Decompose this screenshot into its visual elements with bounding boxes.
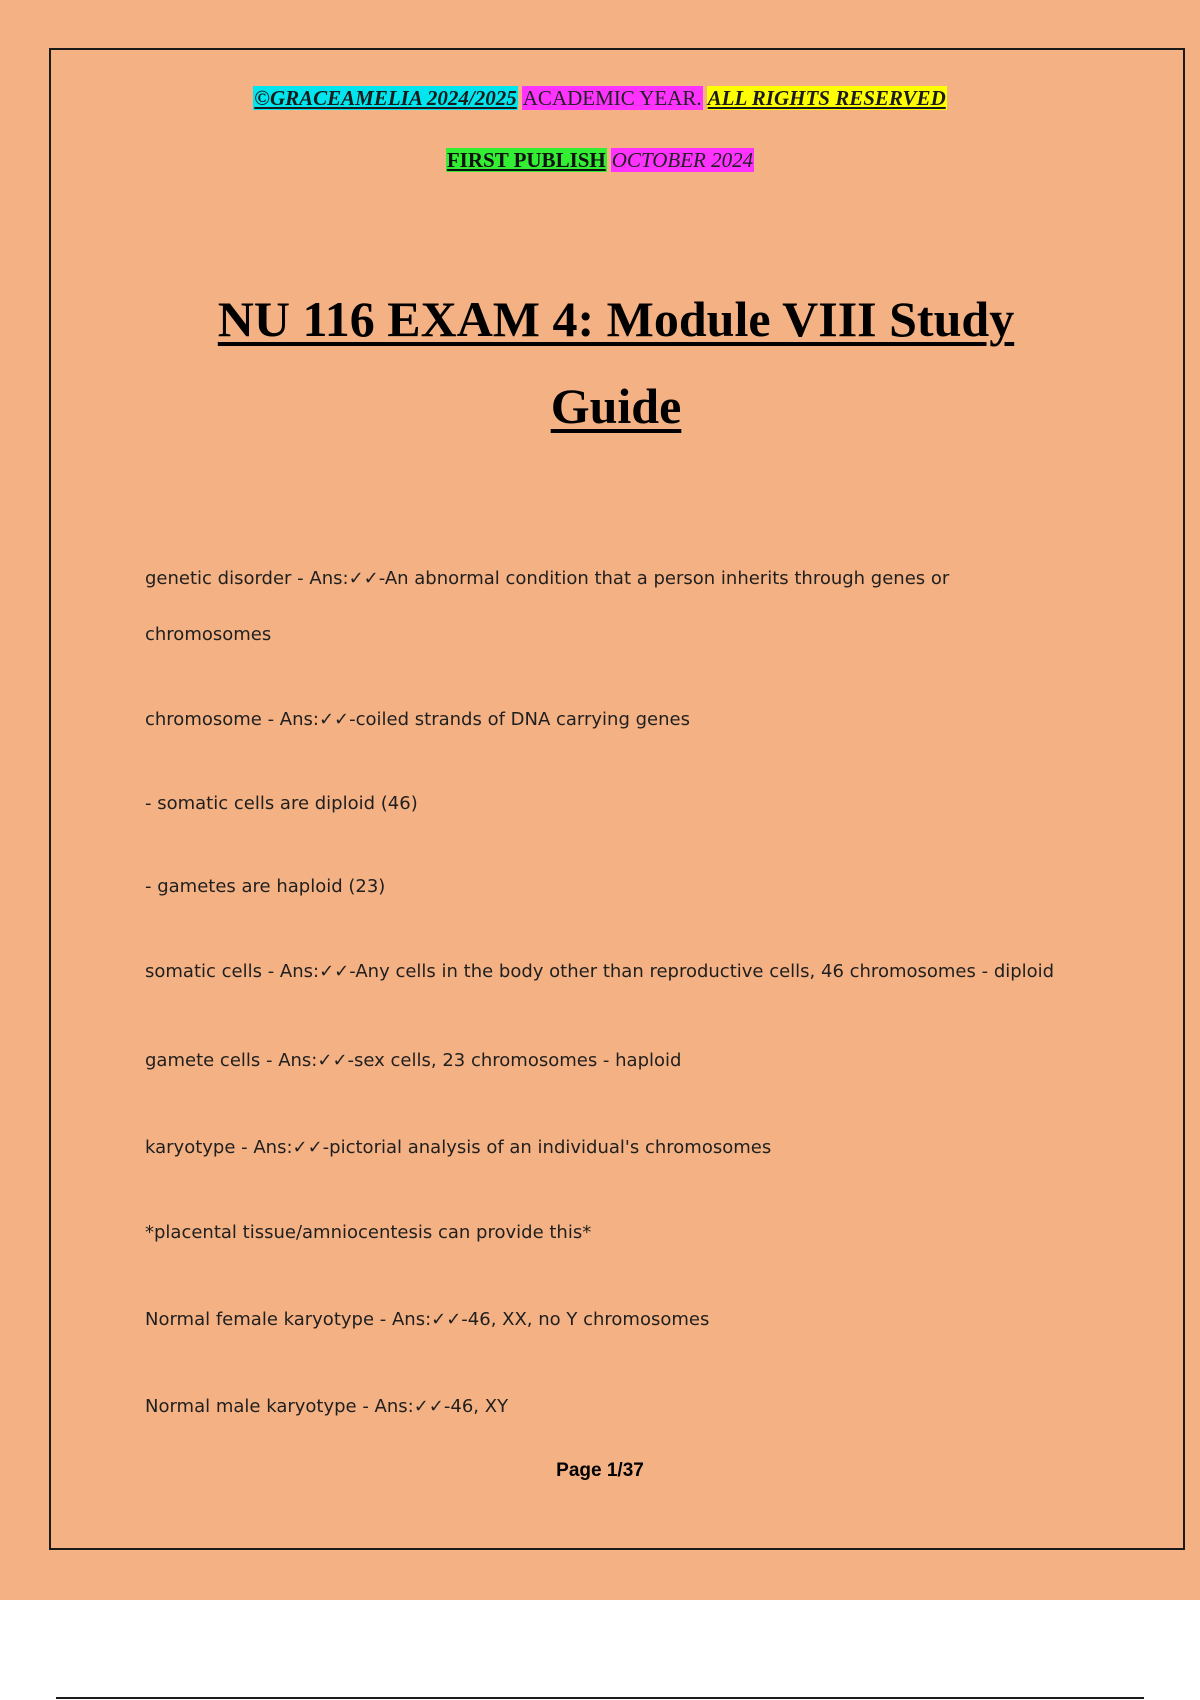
entry-normal-male-karyotype: Normal male karyotype - Ans:✓✓-46, XY [145,1396,509,1417]
entry-somatic-diploid: - somatic cells are diploid (46) [145,793,418,814]
entry-gamete-cells: gamete cells - Ans:✓✓-sex cells, 23 chromosomes - haploid [145,1050,682,1071]
copyright-text: ©GRACEAMELIA 2024/2025 [254,86,517,110]
entry-placental-tissue: *placental tissue/amniocentesis can provide this* [145,1222,592,1243]
academic-year-text: ACADEMIC YEAR. [522,86,702,110]
entry-somatic-cells: somatic cells - Ans:✓✓-Any cells in the body other than reproductive cells, 46 chromosomes - diploid [145,961,1055,982]
entry-gametes-haploid: - gametes are haploid (23) [145,876,386,897]
publish-date-text: OCTOBER 2024 [611,148,754,172]
entry-normal-female-karyotype: Normal female karyotype - Ans:✓✓-46, XX, no Y chromosomes [145,1309,710,1330]
document-title-line-2: Guide [550,378,682,434]
copyright-line [0,85,1200,111]
first-publish-text: FIRST PUBLISH [446,148,606,172]
rights-reserved-text: ALL RIGHTS RESERVED [707,86,946,110]
entry-karyotype: karyotype - Ans:✓✓-pictorial analysis of an individual's chromosomes [145,1137,772,1158]
entry-genetic-disorder-continued: chromosomes [145,624,272,645]
page-number: Page 1/37 [556,1460,644,1481]
document-title-line-1: NU 116 EXAM 4: Module VIII Study [217,291,1015,347]
next-page-divider [56,1697,1144,1699]
entry-genetic-disorder: genetic disorder - Ans:✓✓-An abnormal condition that a person inherits through genes or [145,568,950,589]
entry-chromosome: chromosome - Ans:✓✓-coiled strands of DNA carrying genes [145,709,690,730]
publish-line [0,147,1200,173]
